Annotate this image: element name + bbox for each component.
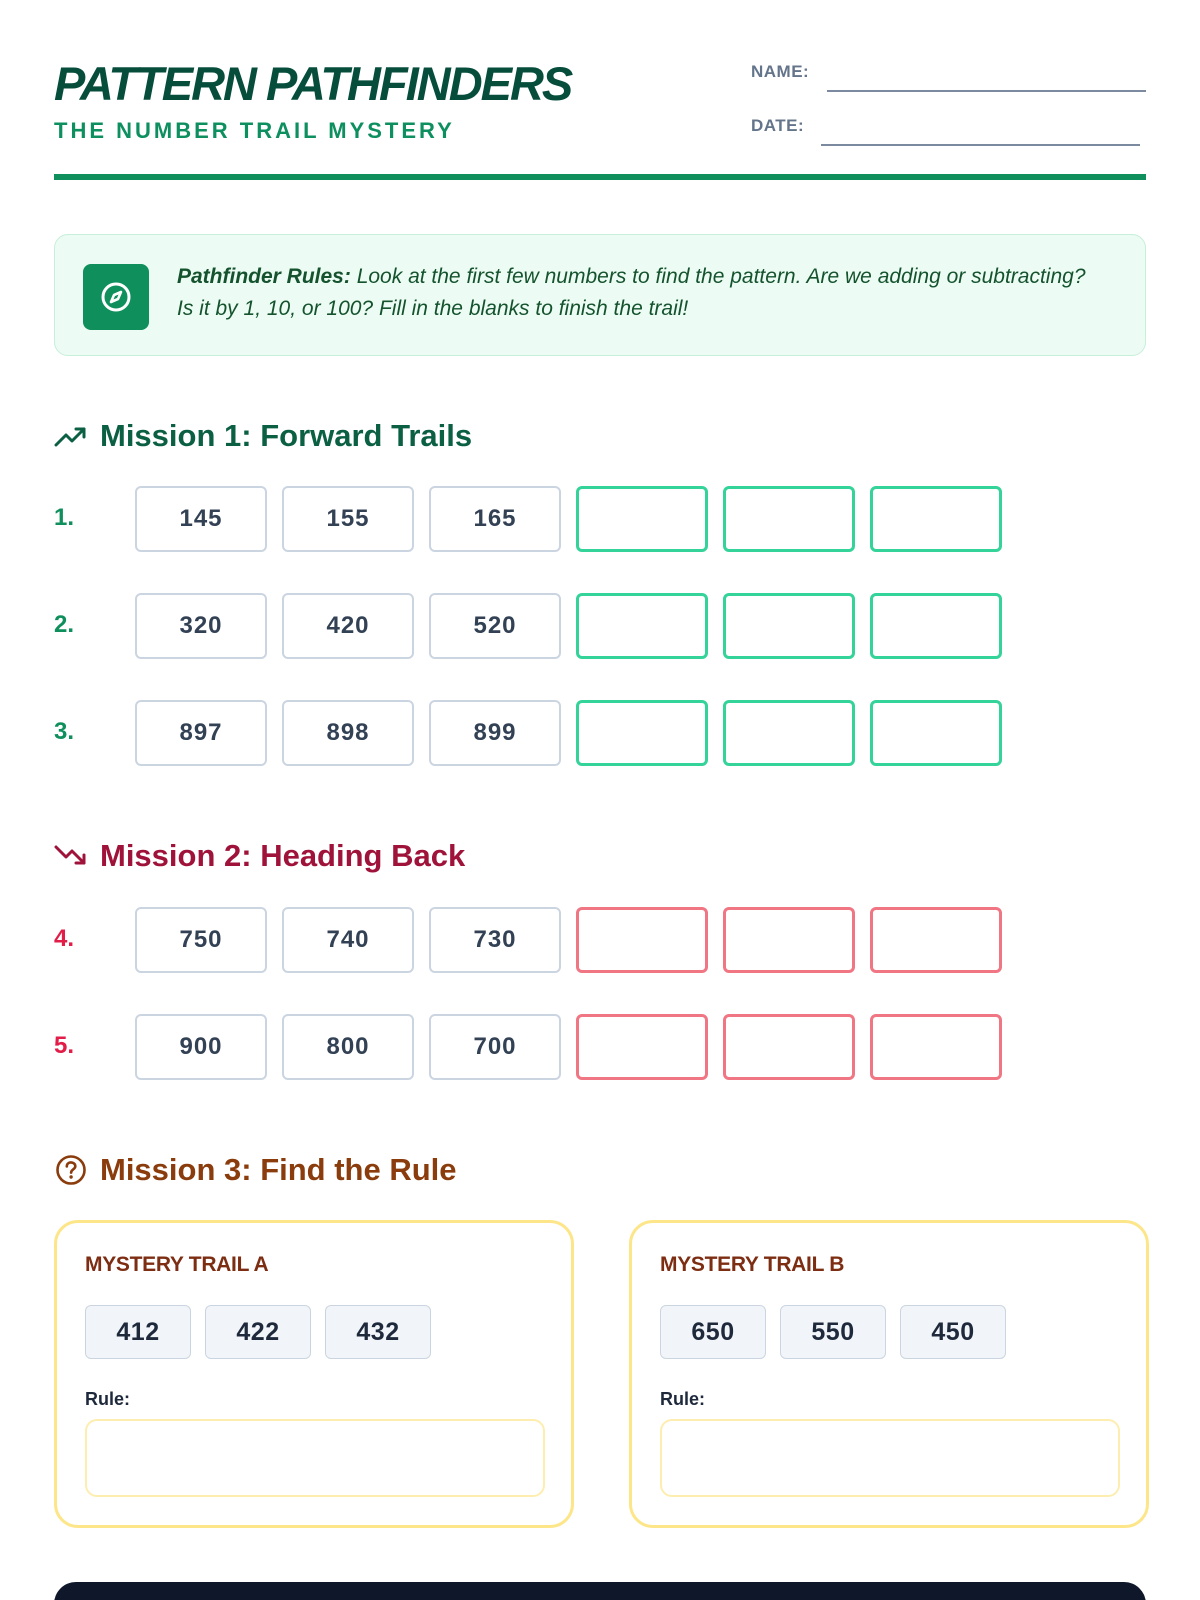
rule-input[interactable] (85, 1419, 545, 1497)
trending-down-icon (54, 839, 88, 873)
answer-box[interactable] (576, 700, 708, 766)
given-number: 145 (135, 486, 267, 552)
answer-box[interactable] (723, 700, 855, 766)
date-field[interactable] (821, 144, 1140, 146)
given-number: 700 (429, 1014, 561, 1080)
mission-2-title: Mission 2: Heading Back (100, 838, 466, 873)
rules-text (177, 261, 1097, 325)
page-subtitle: THE NUMBER TRAIL MYSTERY (54, 118, 455, 143)
date-label: DATE: (751, 116, 805, 135)
given-number: 730 (429, 907, 561, 973)
given-number: 800 (282, 1014, 414, 1080)
compass-icon (83, 264, 149, 330)
name-label: NAME: (751, 62, 810, 81)
help-circle-icon (54, 1153, 88, 1187)
answer-box[interactable] (723, 907, 855, 973)
given-number: 898 (282, 700, 414, 766)
rules-body: Look at the first few numbers to find the pattern. Are we adding or subtracting? Is it by 1, 10, or 100? Fill in the blanks to finish the trail! (177, 265, 1086, 320)
answer-box[interactable] (870, 593, 1002, 659)
trending-up-icon (54, 419, 88, 453)
row-number: 1. (54, 504, 75, 531)
answer-box[interactable] (576, 907, 708, 973)
answer-box[interactable] (870, 486, 1002, 552)
given-number: 750 (135, 907, 267, 973)
given-number: 900 (135, 1014, 267, 1080)
mission-3-title: Mission 3: Find the Rule (100, 1152, 457, 1187)
given-number: 432 (325, 1305, 431, 1359)
answer-box[interactable] (870, 907, 1002, 973)
given-number: 412 (85, 1305, 191, 1359)
given-number: 740 (282, 907, 414, 973)
given-number: 520 (429, 593, 561, 659)
given-number: 320 (135, 593, 267, 659)
mission-2-heading (54, 836, 465, 876)
given-number: 450 (900, 1305, 1006, 1359)
rule-label: Rule: (660, 1389, 705, 1409)
answer-box[interactable] (723, 1014, 855, 1080)
worksheet-header (54, 56, 1146, 182)
answer-box[interactable] (723, 593, 855, 659)
header-divider (54, 174, 1146, 180)
row-number: 5. (54, 1032, 75, 1059)
card-title: MYSTERY TRAIL B (660, 1253, 845, 1276)
answer-box[interactable] (576, 1014, 708, 1080)
rule-label: Rule: (85, 1389, 130, 1409)
given-number: 422 (205, 1305, 311, 1359)
mission-3-heading (54, 1150, 457, 1190)
card-title: MYSTERY TRAIL A (85, 1253, 269, 1276)
answer-box[interactable] (870, 1014, 1002, 1080)
rules-callout (54, 234, 1146, 356)
answer-box[interactable] (576, 593, 708, 659)
rules-label: Pathfinder Rules: (177, 265, 351, 288)
given-number: 897 (135, 700, 267, 766)
row-number: 3. (54, 718, 75, 745)
mystery-trail-a-card (54, 1220, 574, 1528)
answer-box[interactable] (870, 700, 1002, 766)
given-number: 550 (780, 1305, 886, 1359)
row-number: 4. (54, 925, 75, 952)
given-number: 899 (429, 700, 561, 766)
given-number: 650 (660, 1305, 766, 1359)
given-number: 155 (282, 486, 414, 552)
name-field[interactable] (827, 90, 1146, 92)
given-number: 165 (429, 486, 561, 552)
rule-input[interactable] (660, 1419, 1120, 1497)
answer-box[interactable] (576, 486, 708, 552)
mystery-trail-b-card (629, 1220, 1149, 1528)
answer-box[interactable] (723, 486, 855, 552)
page-title: PATTERN PATHFINDERS (54, 57, 572, 110)
given-number: 420 (282, 593, 414, 659)
row-number: 2. (54, 611, 75, 638)
footer-bar (54, 1582, 1146, 1600)
mission-1-heading (54, 416, 472, 456)
mission-1-title: Mission 1: Forward Trails (100, 418, 473, 453)
